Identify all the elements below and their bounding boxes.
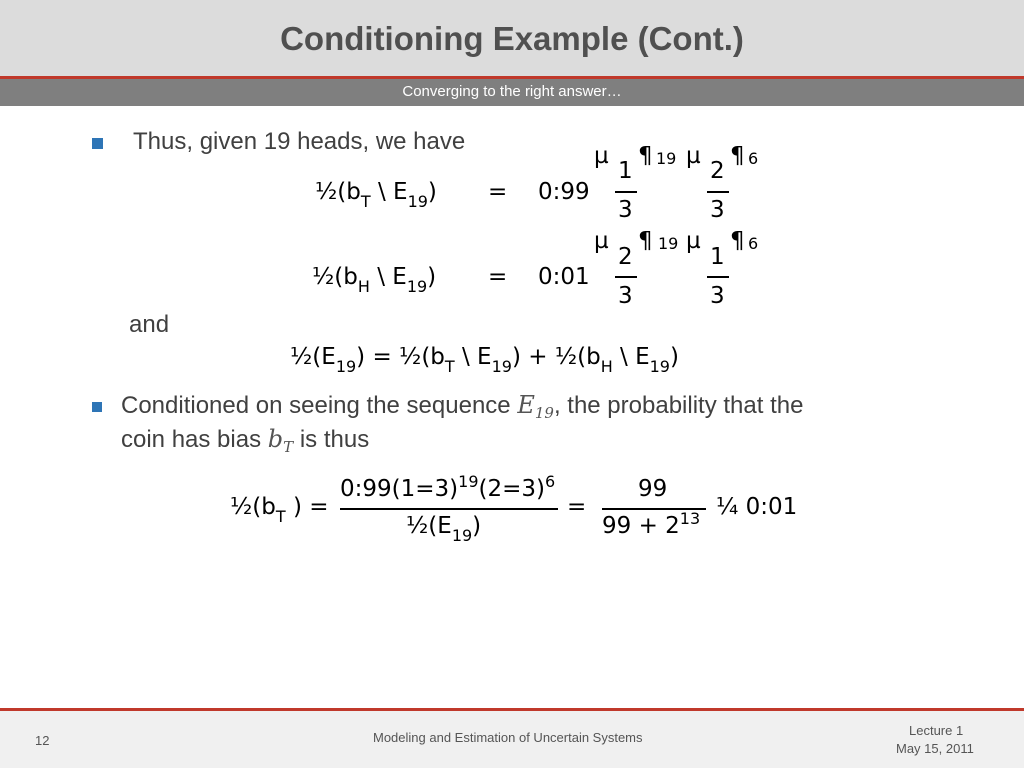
lecture-date: May 15, 2011 bbox=[896, 741, 974, 756]
eq4-approx: ¼ 0:01 bbox=[716, 494, 798, 520]
eq4-denominator: $\frac{1}{2}(E_{19})$ bbox=[406, 513, 482, 545]
eq1-equals: = bbox=[488, 179, 508, 205]
eq2-exp-2: 6 bbox=[748, 234, 759, 253]
eq4-num-99: 99 bbox=[638, 476, 668, 502]
eq2-exp-1: 19 bbox=[658, 234, 679, 253]
slide-subtitle: Converging to the right answer… bbox=[402, 83, 622, 100]
eq2-equals: = bbox=[488, 264, 508, 290]
eq1-fraction-bar-2 bbox=[707, 191, 729, 193]
eq1-mu-1: µ bbox=[594, 143, 609, 169]
course-name: Modeling and Estimation of Uncertain Systems bbox=[373, 730, 643, 745]
eq4-fraction-bar-1 bbox=[340, 508, 558, 510]
eq2-num-1: 2 bbox=[618, 244, 633, 270]
eq1-num-1: 1 bbox=[618, 158, 633, 184]
and-label: and bbox=[129, 311, 170, 338]
bullet-square-icon bbox=[92, 138, 103, 149]
eq2-num-2: 1 bbox=[710, 244, 725, 270]
eq2-pilcrow-2: ¶ bbox=[730, 228, 745, 254]
eq2-mu-2: µ bbox=[686, 228, 701, 254]
eq2-fraction-bar-1 bbox=[615, 276, 637, 278]
eq1-den-2: 3 bbox=[710, 197, 725, 223]
eq4-lhs: $\frac{1}{2}(b_T$ ) = bbox=[230, 494, 329, 526]
eq1-exp-2: 6 bbox=[748, 149, 759, 168]
eq2-coefficient: 0:01 bbox=[538, 264, 590, 290]
bullet-square-icon bbox=[92, 402, 102, 412]
eq1-lhs: $\frac{1}{2}(b_T$ \ $E_{19}$) bbox=[315, 179, 437, 211]
lecture-label: Lecture 1 bbox=[909, 723, 964, 738]
eq1-den-1: 3 bbox=[618, 197, 633, 223]
eq2-den-2: 3 bbox=[710, 283, 725, 309]
eq4-den-2: $99 + 2^{13}$ bbox=[602, 509, 701, 539]
eq2-mu-1: µ bbox=[594, 228, 609, 254]
bullet-text-1: Thus, given 19 heads, we have bbox=[133, 128, 466, 155]
eq2-den-1: 3 bbox=[618, 283, 633, 309]
eq1-coefficient: 0:99 bbox=[538, 179, 590, 205]
bullet-text-2-line-2: coin has bias $b_T$ is thus bbox=[121, 425, 370, 456]
eq1-fraction-bar-1 bbox=[615, 191, 637, 193]
eq2-fraction-bar-2 bbox=[707, 276, 729, 278]
eq1-num-2: 2 bbox=[710, 158, 725, 184]
bullet-text-2-line-1: Conditioned on seeing the sequence $E_{19}$, the probability that the bbox=[121, 391, 804, 422]
slide-title: Conditioning Example (Cont.) bbox=[280, 20, 744, 57]
eq2-lhs: $\frac{1}{2}(b_H$ \ $E_{19}$) bbox=[312, 264, 437, 296]
eq1-pilcrow-2: ¶ bbox=[730, 143, 745, 169]
eq2-pilcrow-1: ¶ bbox=[638, 228, 653, 254]
eq4-numerator: 0:99(1=3)$^{19}$(2=3)$^6$ bbox=[340, 472, 556, 502]
eq1-mu-2: µ bbox=[686, 143, 701, 169]
eq1-pilcrow-1: ¶ bbox=[638, 143, 653, 169]
page-number: 12 bbox=[35, 733, 50, 748]
eq1-exp-1: 19 bbox=[656, 149, 677, 168]
eq4-equals: = bbox=[567, 494, 587, 520]
equation-3: $\frac{1}{2}(E_{19})$ = $\frac{1}{2}(b_T$ \ $E_{19}$) + $\frac{1}{2}(b_H$ \ $E_{19}$) bbox=[290, 344, 679, 376]
